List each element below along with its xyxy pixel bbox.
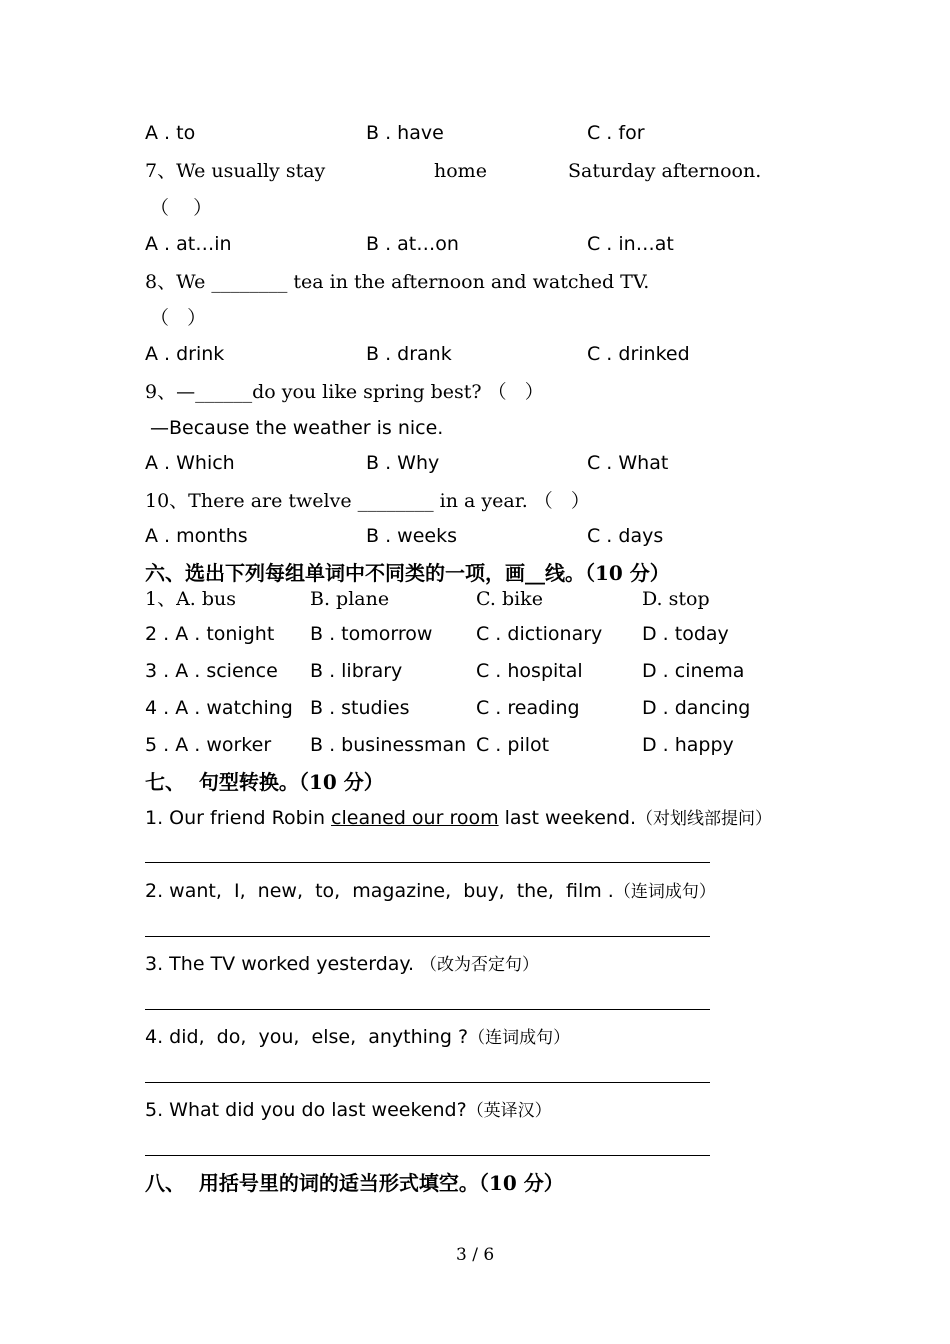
s7-q5-answer-line[interactable] [145,1155,710,1156]
s7-q3-answer-line[interactable] [145,1009,710,1010]
q7-option-b: B . at…on [366,233,459,255]
section7-title: 七、 句型转换。（10 分） [145,770,384,794]
q7-prefix: 7、We usually stay [145,160,326,182]
s7-q5 [145,1098,552,1123]
s7-q1-pre: 1. Our friend Robin [145,807,332,829]
q6-option-c: C . for [587,122,645,144]
q8-option-a: A . drink [145,343,225,365]
s6-row3-c: C . hospital [476,660,583,682]
s7-q4-text: 4. did, do, you, else, anything ? [145,1026,469,1048]
s7-q1-underlined: cleaned our room [331,807,499,829]
s6-row1-d: D. stop [642,588,710,610]
s7-q1-post: last weekend. [498,807,637,829]
s7-q5-note: （英译汉） [466,1101,552,1121]
s7-q4-note: （连词成句） [468,1028,571,1048]
q8-question: 8、We ________ tea in the afternoon and watched TV. [145,271,650,293]
s7-q2-text: 2. want, I, new, to, magazine, buy, the, film . [145,880,614,902]
s7-q2-answer-line[interactable] [145,936,710,937]
s7-q1-answer-line[interactable] [145,862,710,863]
s7-q2 [145,879,716,904]
s7-q3-note: （改为否定句） [420,955,540,975]
q8-option-c: C . drinked [587,343,690,365]
s7-q2-note: （连词成句） [613,882,716,902]
s7-q4 [145,1025,570,1050]
page-number: 3 / 6 [456,1245,495,1265]
s7-q1-note: （对划线部提问） [636,809,773,829]
s7-q1 [145,806,772,831]
s6-row5-a: 5 . A . worker [145,734,272,756]
section8-title: 八、 用括号里的词的适当形式填空。（10 分） [145,1171,564,1195]
q6-option-b: B . have [366,122,444,144]
q10-option-b: B . weeks [366,525,457,547]
q7-mid: home [434,160,487,182]
q7-option-a: A . at…in [145,233,232,255]
s6-row2-b: B . tomorrow [310,623,433,645]
q7-answer-paren: （ ） [150,197,213,219]
q9-reply: —Because the weather is nice. [150,417,444,439]
s6-row2-a: 2 . A . tonight [145,623,275,645]
s6-row1-b: B. plane [310,588,390,610]
s7-q3 [145,952,539,977]
q10-question: 10、There are twelve ________ in a year. （ ） [145,490,590,512]
s6-row2-d: D . today [642,623,729,645]
section6-title: 六、选出下列每组单词中不同类的一项，画__线。（10 分） [145,561,670,585]
q8-answer-paren: （ ） [150,307,207,329]
s6-row4-b: B . studies [310,697,410,719]
s6-row3-a: 3 . A . science [145,660,278,682]
s6-row3-d: D . cinema [642,660,745,682]
s7-q4-answer-line[interactable] [145,1082,710,1083]
s7-q3-text: 3. The TV worked yesterday. [145,953,421,975]
s6-row5-c: C . pilot [476,734,550,756]
q10-option-c: C . days [587,525,664,547]
q9-option-b: B . Why [366,452,440,474]
q10-option-a: A . months [145,525,248,547]
s6-row5-b: B . businessman [310,734,467,756]
s6-row4-a: 4 . A . watching [145,697,293,719]
q9-option-c: C . What [587,452,669,474]
q9-question: 9、—______do you like spring best? （ ） [145,381,544,403]
s6-row1-a: 1、A. bus [145,588,237,610]
q8-option-b: B . drank [366,343,452,365]
s7-q5-text: 5. What did you do last weekend? [145,1099,467,1121]
s6-row4-d: D . dancing [642,697,751,719]
s6-row5-d: D . happy [642,734,734,756]
q9-option-a: A . Which [145,452,235,474]
s6-row4-c: C . reading [476,697,580,719]
q7-option-c: C . in…at [587,233,674,255]
s6-row1-c: C. bike [476,588,543,610]
s6-row2-c: C . dictionary [476,623,603,645]
q6-option-a: A . to [145,122,196,144]
q7-suffix: Saturday afternoon. [568,160,762,182]
s6-row3-b: B . library [310,660,403,682]
